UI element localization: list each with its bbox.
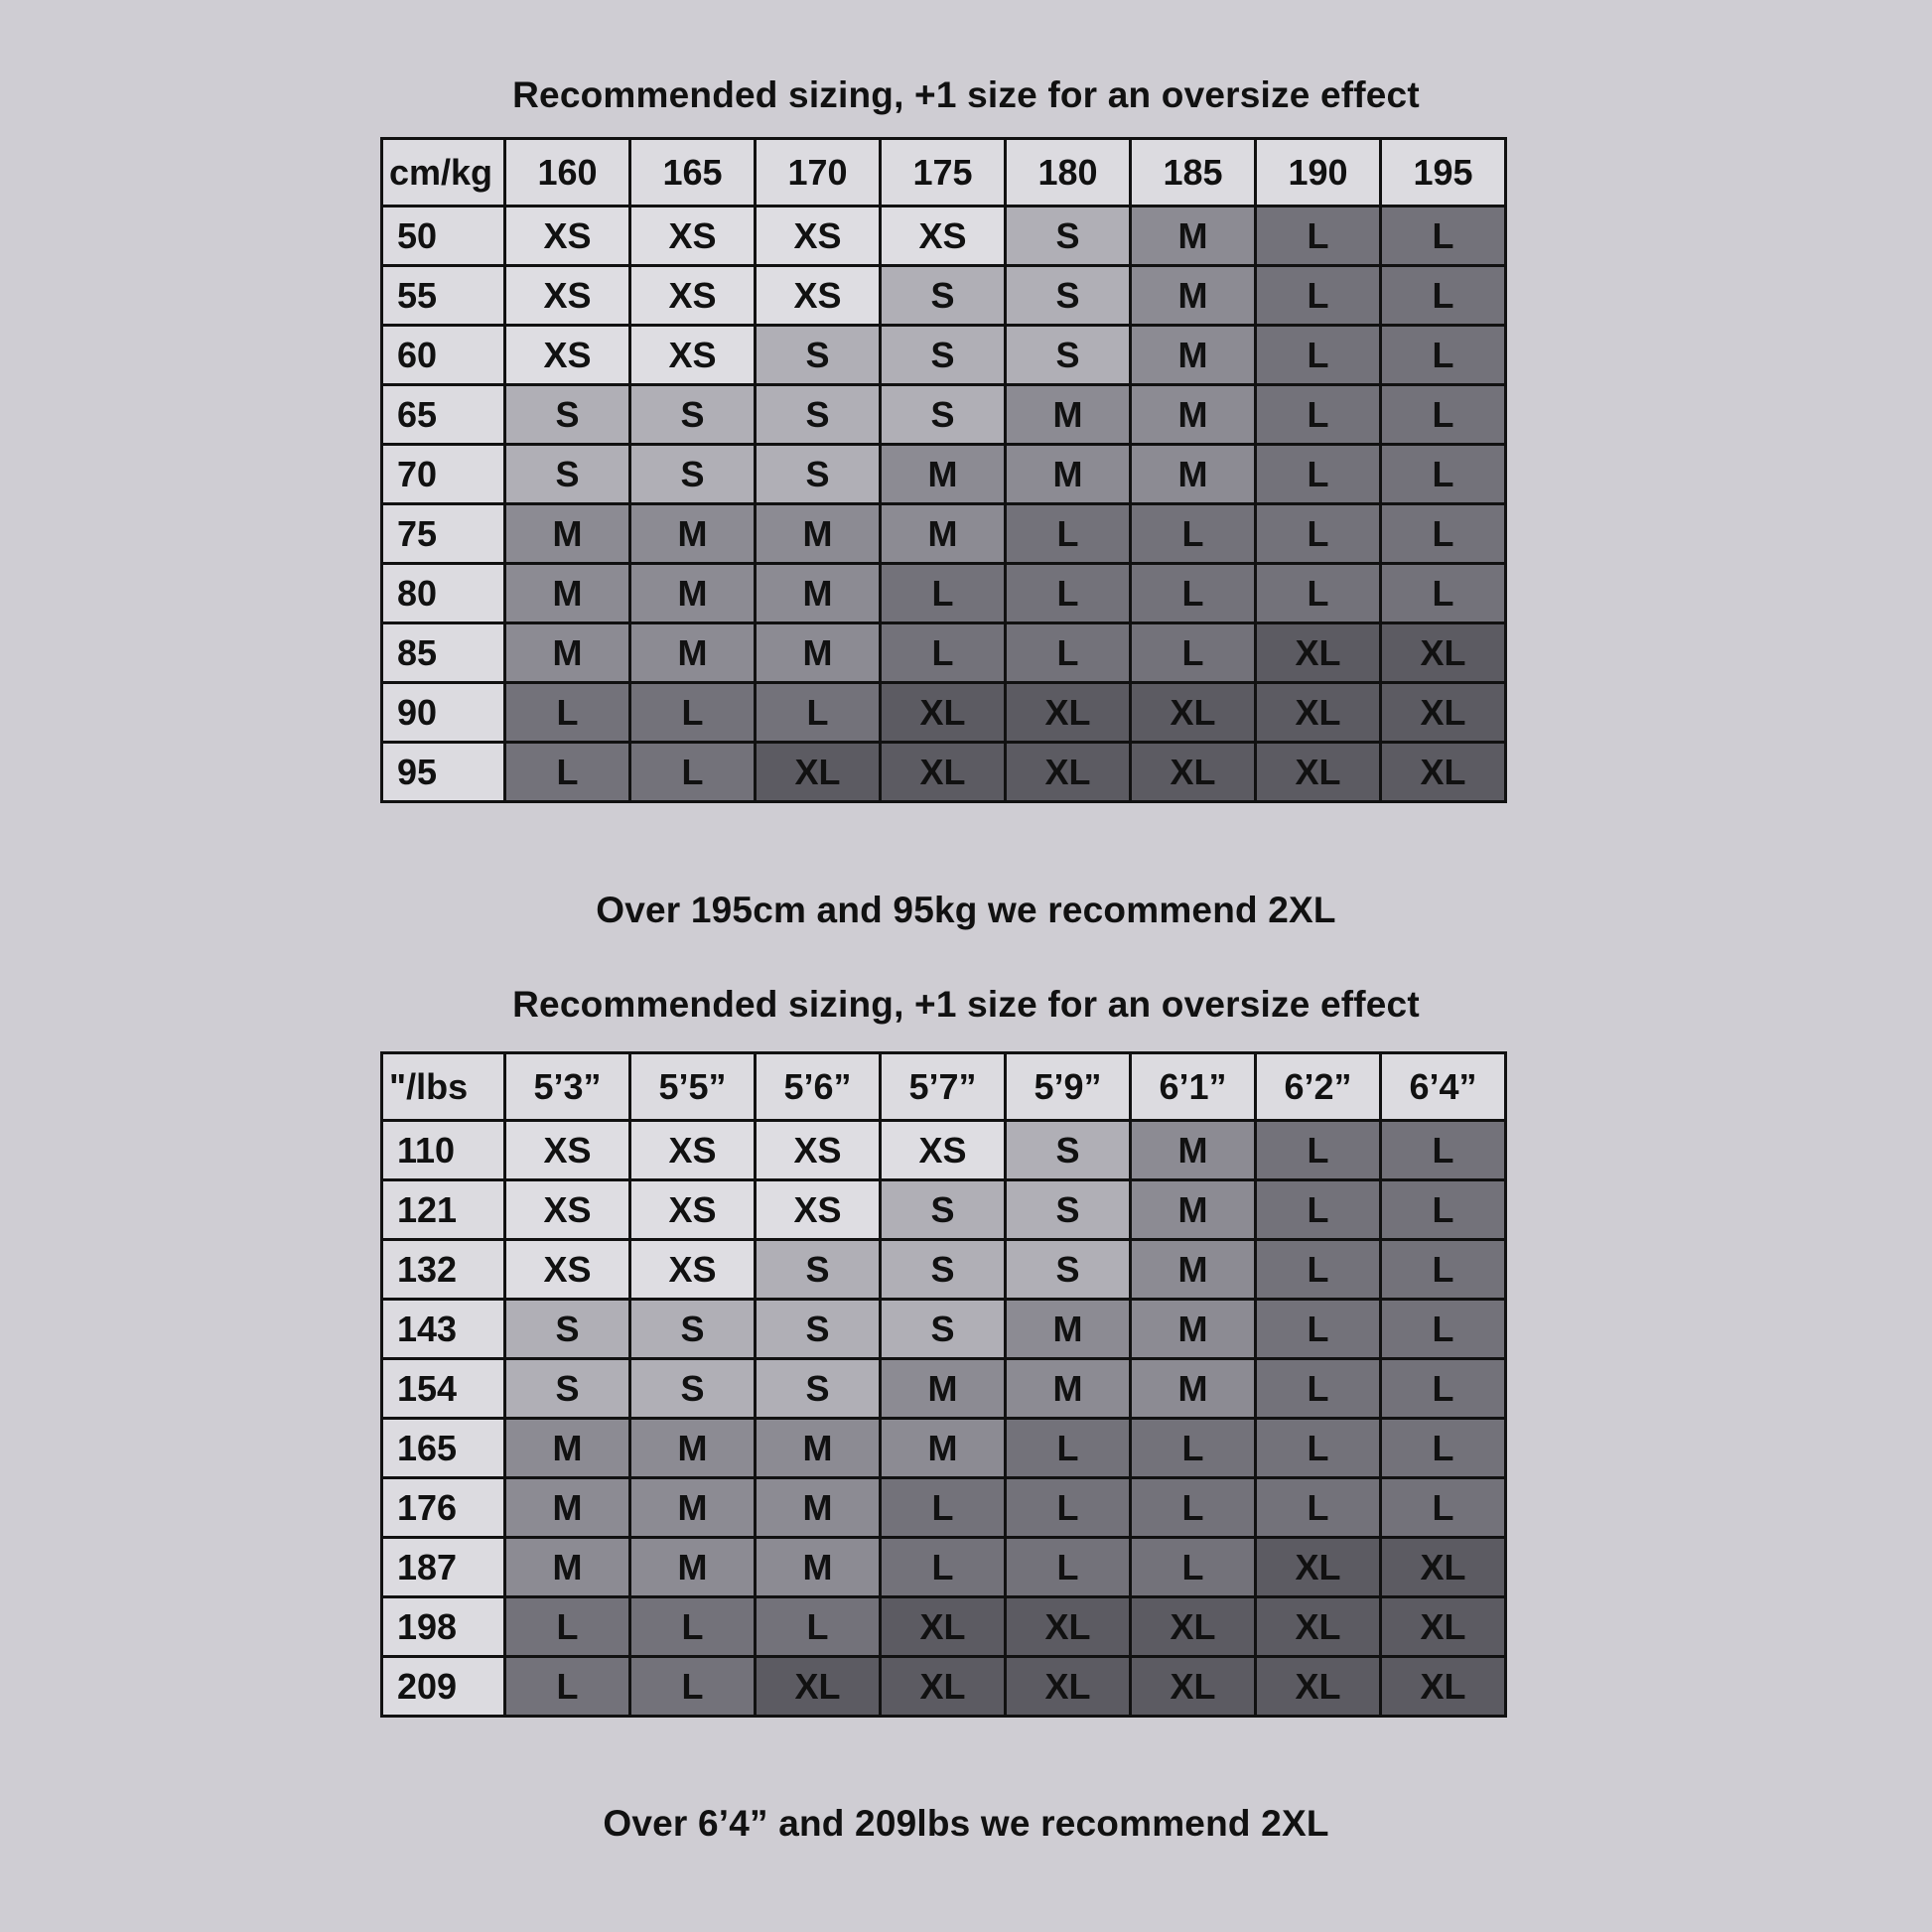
metric-chart-title: Recommended sizing, +1 size for an oversize effect xyxy=(512,74,1420,115)
imperial-chart-title: Recommended sizing, +1 size for an oversize effect xyxy=(512,984,1420,1025)
size-cell: M xyxy=(505,623,630,683)
size-cell: S xyxy=(881,385,1006,445)
size-cell: S xyxy=(1006,207,1131,266)
size-cell: XL xyxy=(1006,683,1131,743)
size-cell: M xyxy=(1131,1121,1256,1180)
size-cell: L xyxy=(1381,207,1506,266)
metric-size-table xyxy=(380,137,1507,803)
units-corner-label: "/lbs xyxy=(382,1053,505,1121)
size-cell: XS xyxy=(630,1121,756,1180)
size-cell: XL xyxy=(1256,1597,1381,1657)
size-cell: L xyxy=(1381,504,1506,564)
height-column-header: 175 xyxy=(881,139,1006,207)
size-cell: S xyxy=(881,1180,1006,1240)
size-cell: XL xyxy=(1131,743,1256,802)
imperial-size-table xyxy=(380,1051,1507,1718)
size-cell: M xyxy=(881,1359,1006,1419)
size-cell: M xyxy=(756,623,881,683)
weight-row-header: 85 xyxy=(382,623,505,683)
size-cell: XL xyxy=(1256,1538,1381,1597)
table-row xyxy=(382,266,1506,326)
size-cell: XL xyxy=(1131,683,1256,743)
size-cell: S xyxy=(756,1240,881,1300)
weight-row-header: 70 xyxy=(382,445,505,504)
table-row xyxy=(382,326,1506,385)
size-cell: M xyxy=(505,564,630,623)
size-cell: L xyxy=(505,683,630,743)
table-row xyxy=(382,683,1506,743)
size-cell: L xyxy=(1131,564,1256,623)
size-cell: S xyxy=(756,445,881,504)
size-cell: L xyxy=(1006,1478,1131,1538)
size-cell: L xyxy=(1256,1478,1381,1538)
size-cell: XL xyxy=(1256,683,1381,743)
size-cell: M xyxy=(1131,1240,1256,1300)
size-cell: XS xyxy=(630,207,756,266)
size-cell: XS xyxy=(630,326,756,385)
header-row xyxy=(382,139,1506,207)
size-cell: M xyxy=(1131,266,1256,326)
height-column-header: 185 xyxy=(1131,139,1256,207)
size-cell: XS xyxy=(505,326,630,385)
size-cell: XL xyxy=(1006,743,1131,802)
weight-row-header: 154 xyxy=(382,1359,505,1419)
size-cell: S xyxy=(756,1300,881,1359)
size-cell: L xyxy=(1381,266,1506,326)
size-cell: L xyxy=(1006,1538,1131,1597)
size-cell: XL xyxy=(881,743,1006,802)
table-row xyxy=(382,1180,1506,1240)
weight-row-header: 176 xyxy=(382,1478,505,1538)
size-cell: L xyxy=(881,623,1006,683)
size-cell: L xyxy=(505,1657,630,1717)
table-row xyxy=(382,564,1506,623)
weight-row-header: 209 xyxy=(382,1657,505,1717)
size-cell: L xyxy=(1131,1478,1256,1538)
size-cell: L xyxy=(1256,207,1381,266)
size-cell: XL xyxy=(756,743,881,802)
size-cell: XL xyxy=(881,1657,1006,1717)
size-cell: L xyxy=(1006,623,1131,683)
height-column-header: 195 xyxy=(1381,139,1506,207)
size-cell: XL xyxy=(1381,683,1506,743)
size-cell: XS xyxy=(505,1121,630,1180)
size-cell: L xyxy=(1381,1359,1506,1419)
table-row xyxy=(382,1419,1506,1478)
size-cell: XS xyxy=(505,1240,630,1300)
size-cell: XL xyxy=(1006,1657,1131,1717)
size-cell: XL xyxy=(1006,1597,1131,1657)
size-cell: M xyxy=(1131,207,1256,266)
size-cell: XL xyxy=(1256,743,1381,802)
table-row xyxy=(382,385,1506,445)
size-cell: XL xyxy=(1381,1657,1506,1717)
size-cell: XL xyxy=(881,683,1006,743)
size-cell: XL xyxy=(1256,623,1381,683)
size-cell: S xyxy=(630,1359,756,1419)
height-column-header: 5’3” xyxy=(505,1053,630,1121)
size-cell: L xyxy=(756,683,881,743)
size-cell: M xyxy=(1131,1359,1256,1419)
size-cell: M xyxy=(1006,445,1131,504)
size-cell: L xyxy=(1256,445,1381,504)
size-cell: M xyxy=(756,1478,881,1538)
size-cell: M xyxy=(505,1538,630,1597)
size-cell: S xyxy=(1006,1240,1131,1300)
size-cell: L xyxy=(1256,1359,1381,1419)
table-row xyxy=(382,1538,1506,1597)
size-cell: M xyxy=(505,1419,630,1478)
table-row xyxy=(382,743,1506,802)
units-corner-label: cm/kg xyxy=(382,139,505,207)
size-cell: S xyxy=(630,445,756,504)
size-cell: L xyxy=(1006,504,1131,564)
size-cell: M xyxy=(505,504,630,564)
header-row xyxy=(382,1053,1506,1121)
size-cell: L xyxy=(1131,623,1256,683)
size-cell: L xyxy=(1381,1419,1506,1478)
weight-row-header: 50 xyxy=(382,207,505,266)
table-row xyxy=(382,1240,1506,1300)
size-cell: M xyxy=(1006,385,1131,445)
size-cell: S xyxy=(1006,1121,1131,1180)
size-cell: L xyxy=(1381,445,1506,504)
size-cell: L xyxy=(505,743,630,802)
weight-row-header: 132 xyxy=(382,1240,505,1300)
size-cell: L xyxy=(1256,266,1381,326)
height-column-header: 5’9” xyxy=(1006,1053,1131,1121)
metric-chart-note: Over 195cm and 95kg we recommend 2XL xyxy=(596,890,1336,930)
size-cell: L xyxy=(630,1597,756,1657)
size-cell: L xyxy=(881,564,1006,623)
table-row xyxy=(382,1121,1506,1180)
height-column-header: 5’7” xyxy=(881,1053,1006,1121)
size-cell: L xyxy=(630,683,756,743)
size-cell: L xyxy=(1381,1121,1506,1180)
size-cell: XL xyxy=(1381,1597,1506,1657)
size-cell: S xyxy=(630,385,756,445)
size-cell: L xyxy=(1256,1419,1381,1478)
weight-row-header: 65 xyxy=(382,385,505,445)
size-cell: L xyxy=(1256,1240,1381,1300)
size-cell: L xyxy=(881,1538,1006,1597)
size-cell: XS xyxy=(756,1121,881,1180)
size-cell: S xyxy=(756,1359,881,1419)
size-cell: S xyxy=(630,1300,756,1359)
table-row xyxy=(382,1359,1506,1419)
size-cell: L xyxy=(1381,326,1506,385)
size-cell: M xyxy=(1131,326,1256,385)
size-cell: XS xyxy=(756,207,881,266)
size-cell: S xyxy=(505,445,630,504)
size-cell: M xyxy=(756,1419,881,1478)
size-cell: L xyxy=(1256,385,1381,445)
height-column-header: 5’5” xyxy=(630,1053,756,1121)
size-cell: M xyxy=(505,1478,630,1538)
size-cell: XS xyxy=(756,1180,881,1240)
size-cell: L xyxy=(630,1657,756,1717)
size-cell: M xyxy=(630,1419,756,1478)
height-column-header: 5’6” xyxy=(756,1053,881,1121)
size-cell: S xyxy=(1006,1180,1131,1240)
table-row xyxy=(382,445,1506,504)
size-cell: L xyxy=(1381,1300,1506,1359)
size-cell: L xyxy=(881,1478,1006,1538)
size-cell: L xyxy=(1256,326,1381,385)
size-cell: L xyxy=(1006,564,1131,623)
size-cell: S xyxy=(881,1300,1006,1359)
weight-row-header: 187 xyxy=(382,1538,505,1597)
size-cell: M xyxy=(1131,385,1256,445)
size-cell: XS xyxy=(505,266,630,326)
table-row xyxy=(382,504,1506,564)
size-cell: L xyxy=(756,1597,881,1657)
size-cell: M xyxy=(881,504,1006,564)
size-cell: XL xyxy=(1131,1657,1256,1717)
table-row xyxy=(382,207,1506,266)
height-column-header: 190 xyxy=(1256,139,1381,207)
size-cell: XS xyxy=(630,266,756,326)
size-cell: S xyxy=(1006,326,1131,385)
size-cell: M xyxy=(756,1538,881,1597)
size-cell: L xyxy=(1256,504,1381,564)
size-cell: L xyxy=(1131,504,1256,564)
size-cell: L xyxy=(505,1597,630,1657)
size-cell: S xyxy=(505,1359,630,1419)
size-cell: XL xyxy=(1381,623,1506,683)
size-cell: XS xyxy=(881,1121,1006,1180)
table-row xyxy=(382,1300,1506,1359)
size-cell: L xyxy=(1256,1121,1381,1180)
size-cell: XL xyxy=(1256,1657,1381,1717)
size-cell: S xyxy=(505,385,630,445)
weight-row-header: 165 xyxy=(382,1419,505,1478)
size-cell: S xyxy=(756,326,881,385)
size-cell: L xyxy=(1381,564,1506,623)
size-cell: L xyxy=(1256,1180,1381,1240)
size-cell: L xyxy=(1381,385,1506,445)
size-cell: M xyxy=(756,504,881,564)
height-column-header: 6’1” xyxy=(1131,1053,1256,1121)
weight-row-header: 60 xyxy=(382,326,505,385)
size-cell: L xyxy=(1256,1300,1381,1359)
size-cell: M xyxy=(1006,1300,1131,1359)
size-cell: S xyxy=(881,1240,1006,1300)
size-cell: M xyxy=(756,564,881,623)
height-column-header: 180 xyxy=(1006,139,1131,207)
size-cell: L xyxy=(1381,1180,1506,1240)
size-cell: XL xyxy=(1381,1538,1506,1597)
weight-row-header: 55 xyxy=(382,266,505,326)
size-cell: S xyxy=(881,326,1006,385)
height-column-header: 165 xyxy=(630,139,756,207)
size-cell: S xyxy=(756,385,881,445)
size-cell: L xyxy=(1256,564,1381,623)
size-cell: L xyxy=(1131,1538,1256,1597)
size-cell: L xyxy=(1381,1478,1506,1538)
size-cell: M xyxy=(630,564,756,623)
weight-row-header: 198 xyxy=(382,1597,505,1657)
size-cell: L xyxy=(1131,1419,1256,1478)
table-row xyxy=(382,1597,1506,1657)
size-cell: M xyxy=(1131,1180,1256,1240)
size-cell: XL xyxy=(1131,1597,1256,1657)
height-column-header: 6’4” xyxy=(1381,1053,1506,1121)
height-column-header: 160 xyxy=(505,139,630,207)
size-cell: XL xyxy=(1381,743,1506,802)
size-cell: L xyxy=(1381,1240,1506,1300)
weight-row-header: 143 xyxy=(382,1300,505,1359)
size-cell: XL xyxy=(881,1597,1006,1657)
weight-row-header: 95 xyxy=(382,743,505,802)
weight-row-header: 110 xyxy=(382,1121,505,1180)
size-cell: XS xyxy=(505,1180,630,1240)
size-cell: M xyxy=(881,1419,1006,1478)
size-cell: M xyxy=(630,1478,756,1538)
weight-row-header: 75 xyxy=(382,504,505,564)
size-cell: L xyxy=(630,743,756,802)
size-cell: M xyxy=(630,1538,756,1597)
size-cell: S xyxy=(881,266,1006,326)
size-cell: XS xyxy=(756,266,881,326)
imperial-chart-note: Over 6’4” and 209lbs we recommend 2XL xyxy=(603,1803,1329,1844)
size-cell: M xyxy=(1131,445,1256,504)
height-column-header: 170 xyxy=(756,139,881,207)
size-cell: M xyxy=(1131,1300,1256,1359)
height-column-header: 6’2” xyxy=(1256,1053,1381,1121)
size-cell: S xyxy=(505,1300,630,1359)
table-row xyxy=(382,1478,1506,1538)
size-cell: XS xyxy=(630,1180,756,1240)
size-cell: S xyxy=(1006,266,1131,326)
weight-row-header: 121 xyxy=(382,1180,505,1240)
size-cell: XS xyxy=(881,207,1006,266)
size-cell: L xyxy=(1006,1419,1131,1478)
size-cell: XL xyxy=(756,1657,881,1717)
table-row xyxy=(382,1657,1506,1717)
size-cell: XS xyxy=(505,207,630,266)
table-row xyxy=(382,623,1506,683)
size-cell: M xyxy=(881,445,1006,504)
size-cell: M xyxy=(630,504,756,564)
size-cell: M xyxy=(1006,1359,1131,1419)
weight-row-header: 80 xyxy=(382,564,505,623)
size-cell: M xyxy=(630,623,756,683)
size-cell: XS xyxy=(630,1240,756,1300)
weight-row-header: 90 xyxy=(382,683,505,743)
